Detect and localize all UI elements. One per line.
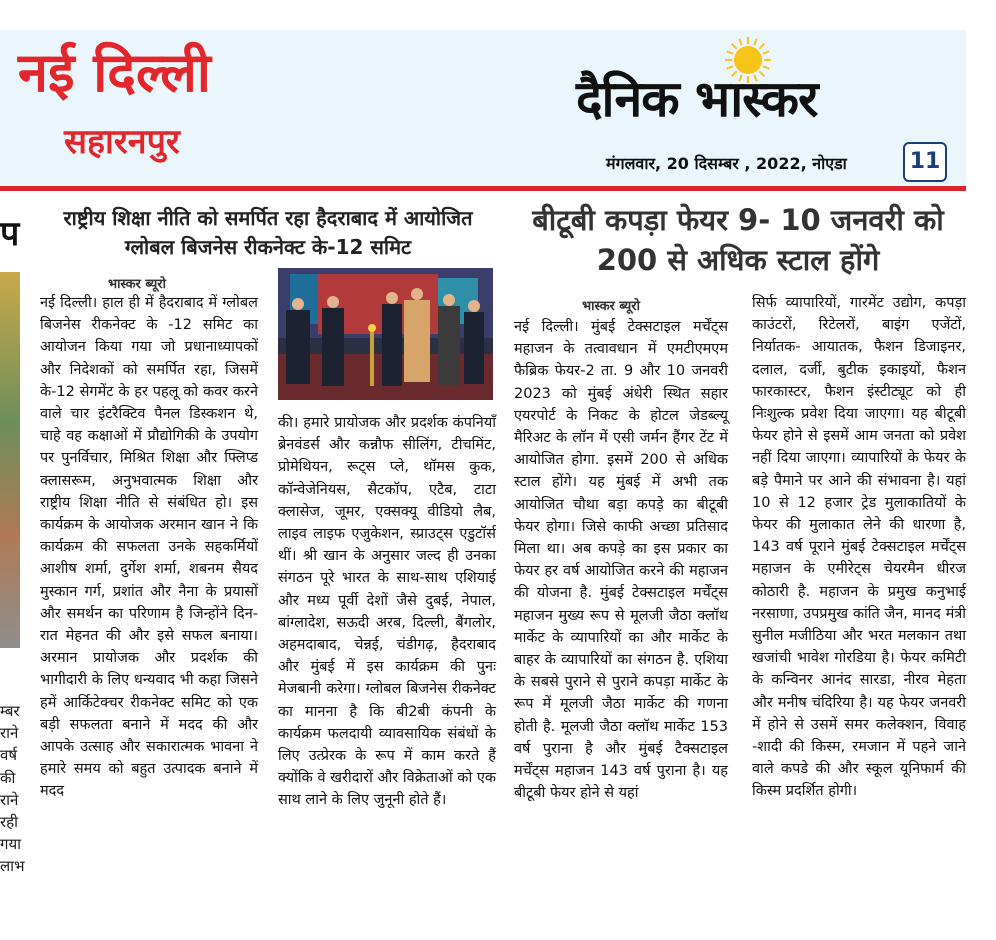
newspaper-logo: दैनिक भास्कर [576, 70, 818, 128]
article1-headline: राष्ट्रीय शिक्षा नीति को समर्पित रहा हैदराबाद में आयोजित ग्लोबल बिजनेस रीकनेक्ट के-12 समिट [63, 206, 473, 259]
sun-ray [759, 44, 764, 49]
article1-column-2 [278, 412, 496, 812]
sun-ray [727, 51, 733, 54]
article2-body-2: सिर्फ व्यापारियों, गारमेंट उद्योग, कपड़ा काउंटरों, रिटेलरों, बाइंग एजेंटों, निर्यातक- आयातक, फैशन डिजाइनर, दलाल, दर्जी, बुटीक इकाइयों, फैशन फारकास्टर, फैशन इंस्टीट्यूट को ही निःशुल्क प्रवेश दिया जाएगा। यह बीटूबी फेयर होने से इसमें आम जनता को प्रवेश नहीं दिया जाएगा। व्यापारियों के फेयर के बड़े पैमाने पर आने की संभावना है। यहां 10 से 12 हजार ट्रेड मुलाकातियों के फेयर की मुलाकात लेने की धारणा है, 143 वर्ष पूराने मुंबई टेक्सटाइल मर्चेंट्स महाजन के एमीरेट्स चेयरमैन धीरज कोठारी है. महाजन के प्रमुख कनुभाई नरसाणा, उपप्रमुख कांति जैन, मानद मंत्री सुनील मजीठिया और भरत मलकान तथा खजांची भावेश गोरडिया है। फेयर कमिटी के कन्विनर आनंद सारडा, नीरव मेहता और मनीष चंदिरिया है। यह फेयर जनवरी में होने से उसमें समर कलेक्शन, विवाह -शादी की किस्म, रमजान में पहने जाने वाले कपडे की और स्कूल यूनिफार्म की किस्म प्रदर्शित होगी। [752, 295, 966, 800]
cropped-line: वर्ष [0, 746, 18, 765]
masthead-divider [0, 186, 966, 191]
article1-body-2: की। हमारे प्रायोजक और प्रदर्शक कंपनियाँ ब्रेनवंडर्स और कन्नौफ सीलिंग, टीचमिंट, प्रोमेथियन, रूट्स प्ले, थॉमस कुक, कॉन्वेजेनियस, सैटकॉप, एटैब, टाटा क्लासेज, जूमर, एक्सक्यू वीडियो लैब, लाइव लाइफ एजुकेशन, स्प्राउट्स एडुटॉर्स थीं। श्री खान के अनुसार जल्द ही उनका संगठन पूरे भारत के साथ-साथ एशियाई और मध्य पूर्वी देशों जैसे दुबई, नेपाल, बांग्लादेश, सऊदी अरब, दिल्ली, बैंगलोर, अहमदाबाद, चेन्नई, चंडीगढ़, हैदराबाद और मुंबई में इस कार्यक्रम की पुनः मेजबानी करेगा। ग्लोबल बिजनेस रीकनेक्ट का मानना है कि बी2बी कंपनी के कार्यक्रम फलदायी व्यावसायिक संबंधों के लिए उत्प्रेरक के रूप में काम करते हैं क्योंकि वे खरीदारों और विक्रेताओं को एक साथ लाने के लिए जुनूनी होते हैं। [278, 415, 496, 809]
edition-city: नई दिल्ली [18, 41, 211, 104]
article2-body-1: नई दिल्ली। मुंबई टेक्सटाइल मर्चेंट्स महाजन के तत्वावधान में एमटीएमएम फैब्रिक फेयर-2 ता. 9 और 10 जनवरी 2023 को मुंबई अंधेरी स्थित सहार एयरपोर्ट के निकट के होटल जेडब्ल्यू मैरिअट के लॉन में एसी जर्मन हैंगर टेंट में आयोजित होगा. इसमें 200 से अधिक स्टाल होंगे। यह मुंबई में अभी तक आयोजित चौथा बड़ा कपड़े का बीटूबी फेयर होगा। जिसे काफी अच्छा प्रतिसाद मिला था। अब कपड़े का इस प्रकार का फेयर हर वर्ष आयोजित करने की महाजन की योजना है. मुंबई टेक्सटाइल मर्चेंट्स महाजन मुख्य रूप से मूलजी जैठा क्लॉथ मार्केट के व्यापारियों का और मार्केट के बाहर के व्यापारियों का संगठन है. एशिया के सबसे पुराने से पुराने कपड़ा मार्केट के रूप में मूलजी जैठा मार्केट की गणना होती है. मूलजी जैठा क्लॉथ मार्केट 153 वर्ष पुराना है और मुंबई टैक्सटाइल मर्चेंट्स महाजन 143 वर्ष पुराना है। यह बीटूबी फेयर होने से यहां [514, 319, 728, 802]
sun-ray [763, 51, 769, 54]
article2-column-2 [752, 292, 966, 803]
article1-column-1 [40, 292, 258, 803]
cropped-line: म्बर [0, 702, 20, 720]
article1-photo [278, 268, 493, 400]
article2-column-1 [514, 316, 728, 804]
edition-sub-city: सहारनपुर [64, 122, 180, 162]
cropped-line: राने [0, 790, 19, 809]
cropped-line: राने [0, 724, 19, 743]
sun-ray [732, 44, 737, 49]
article1-body-1: नई दिल्ली। हाल ही में हैदराबाद में ग्लोबल बिजनेस रीकनेक्ट के -12 समिट का आयोजन किया गया जो प्रधानाध्यापकों और निदेशकों को समर्पित रहा, जिसमें के-12 सेगमेंट के हर पहलू को कवर करने वाले चार इंटरैक्टिव पैनल डिस्कशन थे, चाहे वह कक्षाओं में प्रौद्योगिकी के उपयोग पर पुनर्विचार, मिश्रित शिक्षा और फ्लिप्ड क्लासरूम, अनुभवात्मक शिक्षा और राष्ट्रीय शिक्षा नीति से संबंधित हो। इस कार्यक्रम के आयोजक अरमान खान ने कि कार्यक्रम की सफलता उनके सहकर्मियों आशीष शर्मा, दुर्गेश शर्मा, शबनम सैयद मुस्कान गर्ग, प्रशांत और नैना के प्रयासों और समर्थन का परिणाम है जिन्होंने दिन-रात मेहनत की और इसे सफल बनाया। अरमान प्रायोजक और प्रदर्शक की भागीदारी के लिए धन्यवाद भी कहा जिसने हमें आर्किटेक्चर रीकनेक्ट समिट को एक बड़ी सफलता बनाने में मदद की और आपके उत्साह और सकारात्मक भावना ने हमारे समय को बहुत उत्पादक बनाने में मदद [40, 295, 258, 800]
dateline: मंगलवार, 20 दिसम्बर , 2022, नोएडा [606, 154, 847, 173]
cropped-line: गया [0, 835, 22, 854]
article2-headline: बीटूबी कपड़ा फेयर 9- 10 जनवरी को 200 से अधिक स्टाल होंगे [532, 203, 944, 277]
cropped-column [0, 700, 25, 878]
sun-ray [754, 39, 757, 45]
cropped-headline: प [0, 214, 20, 254]
sun-ray [739, 39, 742, 45]
cropped-photo [0, 272, 20, 648]
cropped-line: की [0, 768, 16, 787]
page-number-badge: 11 [903, 142, 947, 182]
article1-byline: भास्कर ब्यूरो [108, 277, 166, 292]
article2-byline: भास्कर ब्यूरो [582, 299, 640, 314]
cropped-line: रही [0, 813, 18, 832]
cropped-line: लाभ [0, 857, 25, 876]
